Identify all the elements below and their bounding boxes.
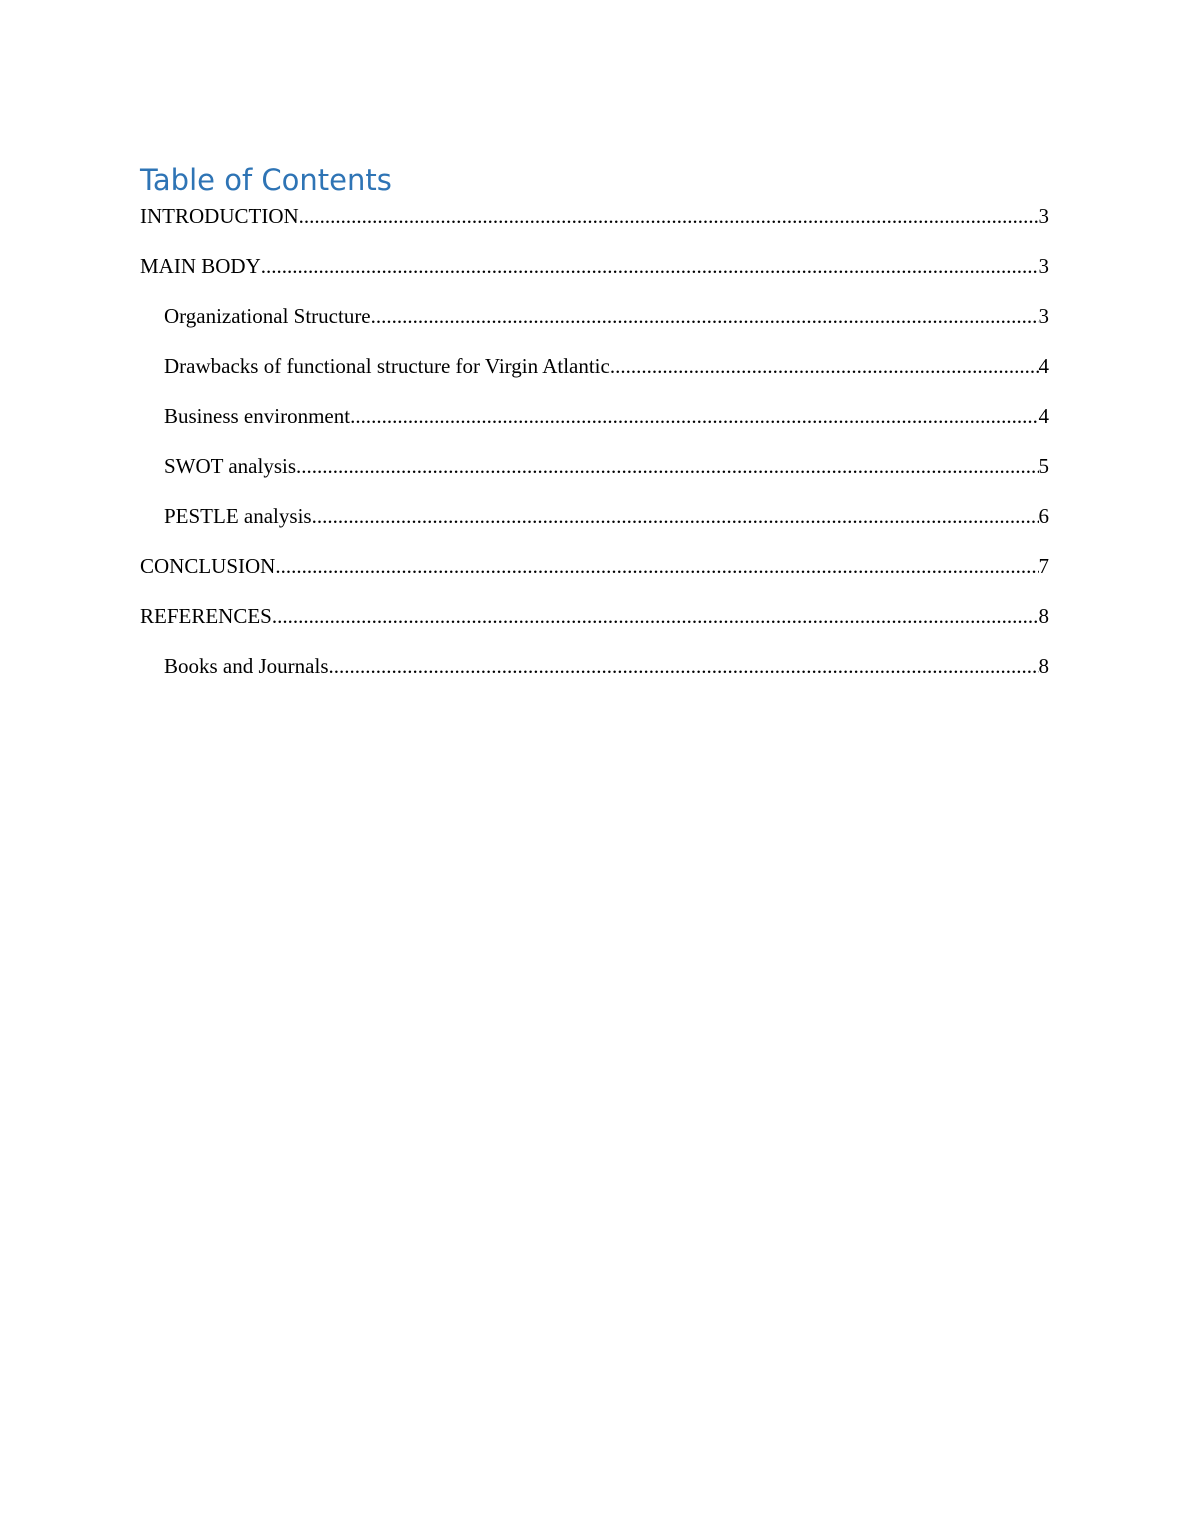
toc-entry-pestle-analysis[interactable] xyxy=(140,501,1049,531)
toc-dot-leader xyxy=(329,651,1039,681)
toc-entry-label: Business environment xyxy=(164,404,351,428)
toc-entry-label: REFERENCES xyxy=(140,604,272,628)
toc-entry-main-body[interactable] xyxy=(140,251,1049,281)
toc-entry-label: Drawbacks of functional structure for Virgin Atlantic xyxy=(164,354,610,378)
toc-dot-leader xyxy=(312,501,1039,531)
toc-page-number: 7 xyxy=(1038,554,1049,578)
toc-dot-leader xyxy=(261,251,1039,281)
toc-page-number: 6 xyxy=(1038,504,1049,528)
toc-entry-label: Books and Journals xyxy=(164,654,329,678)
toc-page-number: 5 xyxy=(1038,454,1049,478)
toc-entry-label: MAIN BODY xyxy=(140,254,261,278)
toc-dot-leader xyxy=(350,401,1038,431)
toc-entry-swot-analysis[interactable] xyxy=(140,451,1049,481)
toc-entry-references[interactable] xyxy=(140,601,1049,631)
toc-entry-organizational-structure[interactable] xyxy=(140,301,1049,331)
toc-dot-leader xyxy=(275,551,1038,581)
toc-heading: Table of Contents xyxy=(140,163,392,197)
toc-entry-books-and-journals[interactable] xyxy=(140,651,1049,681)
toc-entry-drawbacks-functional-structure[interactable] xyxy=(140,351,1049,381)
toc-dot-leader xyxy=(610,351,1039,381)
toc-page-number: 4 xyxy=(1038,404,1049,428)
toc-page-number: 3 xyxy=(1038,204,1049,228)
toc-page-number: 8 xyxy=(1038,654,1049,678)
toc-dot-leader xyxy=(371,301,1039,331)
toc-page-number: 3 xyxy=(1038,304,1049,328)
toc-page-number: 3 xyxy=(1038,254,1049,278)
toc-entry-conclusion[interactable] xyxy=(140,551,1049,581)
toc-page-number: 8 xyxy=(1038,604,1049,628)
toc-dot-leader xyxy=(272,601,1039,631)
toc-entry-label: INTRODUCTION xyxy=(140,204,299,228)
toc-entry-label: CONCLUSION xyxy=(140,554,276,578)
toc-entry-label: SWOT analysis xyxy=(164,454,297,478)
toc-entry-label: Organizational Structure xyxy=(164,304,371,328)
toc-entry-label: PESTLE analysis xyxy=(164,504,312,528)
toc-page-number: 4 xyxy=(1038,354,1049,378)
toc-dot-leader xyxy=(299,201,1039,231)
toc-entry-business-environment[interactable] xyxy=(140,401,1049,431)
toc-entry-introduction[interactable] xyxy=(140,201,1049,231)
toc-dot-leader xyxy=(296,451,1038,481)
table-of-contents xyxy=(140,201,1049,701)
